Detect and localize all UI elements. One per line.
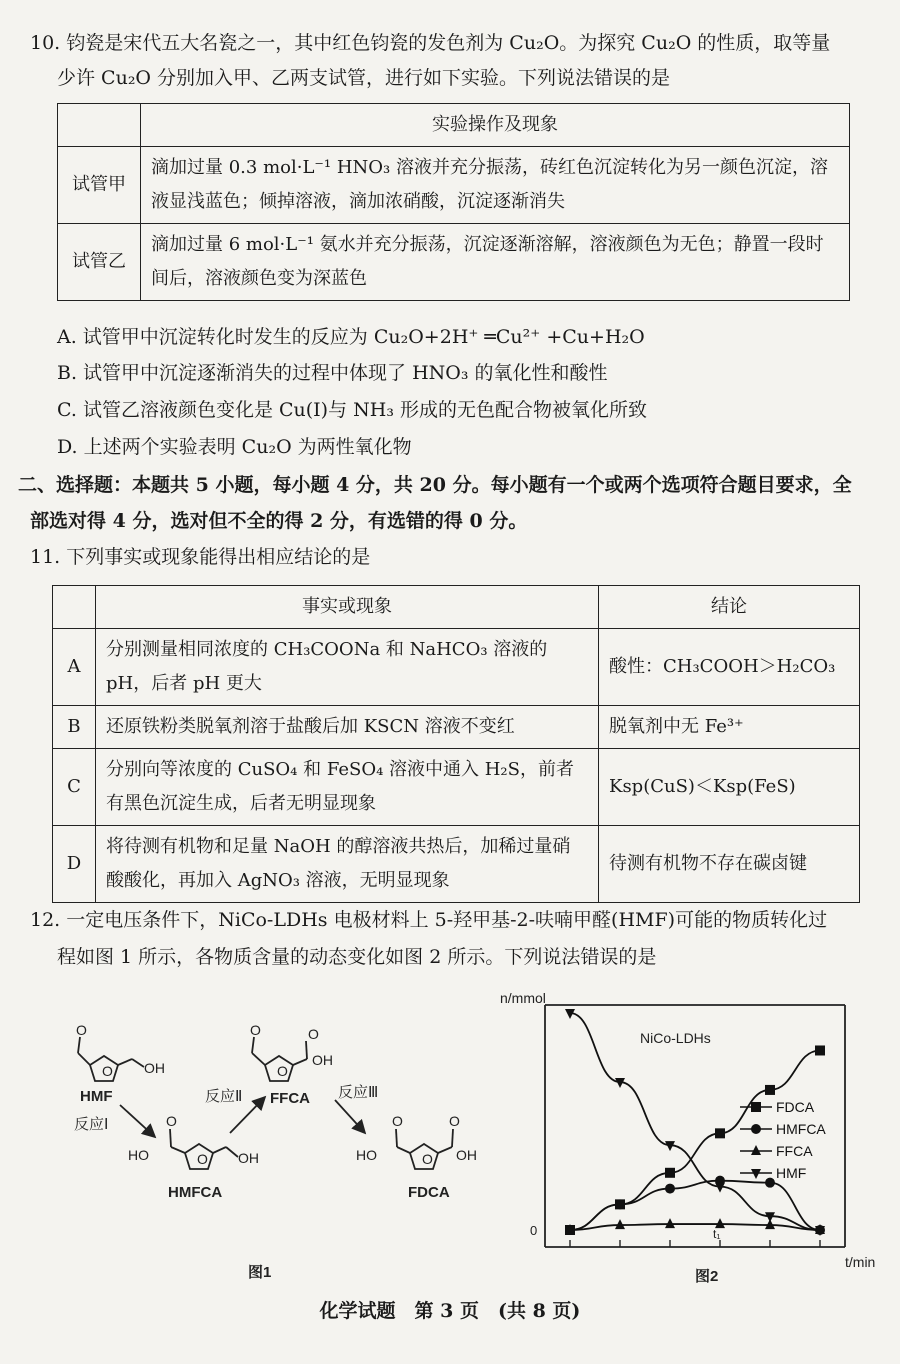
hmfca-ho: HO xyxy=(128,1147,149,1163)
q11-fact: 分别测量相同浓度的 CH₃COONa 和 NaHCO₃ 溶液的 pH，后者 pH 更大 xyxy=(96,629,599,706)
hmfca-label: HMFCA xyxy=(168,1184,223,1201)
fdca-carbonyl-o-left: O xyxy=(392,1113,403,1129)
table-row xyxy=(58,224,850,301)
fdca-series-line xyxy=(570,1050,820,1230)
q11-fact: 分别向等浓度的 CuSO₄ 和 FeSO₄ 溶液中通入 H₂S，前者有黑色沉淀生成，后者无明显现象 xyxy=(96,749,599,826)
q10-table xyxy=(57,103,850,301)
x-axis-label: t/min xyxy=(845,1254,876,1270)
q11-fact: 将待测有机物和足量 NaOH 的醇溶液共热后，加稀过量硝酸酸化，再加入 AgNO₃ 溶液，无明显现象 xyxy=(96,826,599,903)
q10-table-corner xyxy=(58,104,141,147)
legend-hmfca-label: HMFCA xyxy=(776,1121,826,1137)
ffca-ring-o: O xyxy=(277,1063,288,1079)
section2-heading-line1: 二、选择题：本题共 5 小题，每小题 4 分，共 20 分。每小题有一个或两个选项符合题目要求，全 xyxy=(18,474,852,496)
fdca-label: FDCA xyxy=(408,1184,450,1201)
table-row xyxy=(53,629,860,706)
fdca-carbonyl-o-right: O xyxy=(449,1113,460,1129)
hmfca-data-point xyxy=(665,1184,675,1194)
reaction1-arrow xyxy=(120,1105,155,1137)
q10-option-d: D. 上述两个实验表明 Cu₂O 为两性氧化物 xyxy=(57,436,412,458)
q10-option-b: B. 试管甲中沉淀逐渐消失的过程中体现了 HNO₃ 的氧化性和酸性 xyxy=(57,362,608,384)
figure2-caption: 图2 xyxy=(695,1268,719,1285)
hmfca-oh: OH xyxy=(238,1150,259,1166)
legend-fdca-marker xyxy=(751,1102,761,1112)
hmfca-data-point xyxy=(615,1199,625,1209)
hmfca-carbonyl-o: O xyxy=(166,1113,177,1129)
q11-table-corner xyxy=(53,586,96,629)
fdca-data-point xyxy=(665,1168,675,1178)
ffca-data-point xyxy=(615,1219,625,1229)
q11-fact: 还原铁粉类脱氧剂溶于盐酸后加 KSCN 溶液不变红 xyxy=(96,706,599,749)
reaction2-label: 反应Ⅱ xyxy=(205,1088,243,1105)
figure1-caption: 图1 xyxy=(248,1264,272,1281)
reaction1-label: 反应Ⅰ xyxy=(74,1116,109,1133)
hmfca-series-line xyxy=(570,1181,820,1230)
fdca-data-point xyxy=(715,1128,725,1138)
legend-ffca-marker xyxy=(751,1145,761,1155)
fdca-data-point xyxy=(815,1045,825,1055)
q11-conclusion: 脱氧剂中无 Fe³⁺ xyxy=(599,706,860,749)
q10-table-header: 实验操作及现象 xyxy=(141,104,850,147)
q11-col-fact: 事实或现象 xyxy=(96,586,599,629)
q10-option-a: A. 试管甲中沉淀转化时发生的反应为 Cu₂O+2H⁺ ═Cu²⁺ +Cu+H₂O xyxy=(57,326,645,348)
ffca-series-line xyxy=(570,1224,820,1230)
reaction3-arrow xyxy=(335,1100,365,1133)
y-tick-zero: 0 xyxy=(530,1223,538,1238)
legend-hmfca-marker xyxy=(751,1124,761,1134)
x-tick-t1: t₁ xyxy=(713,1227,721,1241)
hmfca-ring-o: O xyxy=(197,1151,208,1167)
q10-option-c: C. 试管乙溶液颜色变化是 Cu(Ⅰ)与 NH₃ 形成的无色配合物被氧化所致 xyxy=(57,399,647,421)
table-row xyxy=(53,749,860,826)
q11-col-conclusion: 结论 xyxy=(599,586,860,629)
chart-annotation: NiCo-LDHs xyxy=(640,1030,711,1046)
section2-heading-line2: 部选对得 4 分，选对但不全的得 2 分，有选错的得 0 分。 xyxy=(30,510,528,532)
figure2-chart xyxy=(500,985,890,1290)
hmf-oh: OH xyxy=(144,1060,165,1076)
q11-conclusion: 待测有机物不存在碳卤键 xyxy=(599,826,860,903)
page-footer: 化学试题 第 3 页 (共 8 页) xyxy=(319,1300,581,1322)
legend-fdca-label: FDCA xyxy=(776,1099,815,1115)
q12-stem-line2: 程如图 1 所示，各物质含量的动态变化如图 2 所示。下列说法错误的是 xyxy=(57,946,657,968)
legend-ffca-label: FFCA xyxy=(776,1143,813,1159)
fdca-oh: OH xyxy=(456,1147,477,1163)
fdca-data-point xyxy=(765,1085,775,1095)
q11-stem: 11. 下列事实或现象能得出相应结论的是 xyxy=(30,546,371,568)
q10-row-text: 滴加过量 6 mol·L⁻¹ 氨水并充分振荡，沉淀逐渐溶解，溶液颜色为无色；静置一段时间后，溶液颜色变为深蓝色 xyxy=(141,224,850,301)
q11-option-letter: D xyxy=(53,826,96,903)
legend-hmf-label: HMF xyxy=(776,1165,807,1181)
ffca-acid-o: O xyxy=(308,1026,319,1042)
q11-option-letter: A xyxy=(53,629,96,706)
q10-stem-line1: 10. 钧瓷是宋代五大名瓷之一，其中红色钧瓷的发色剂为 Cu₂O。为探究 Cu₂O 的性质，取等量 xyxy=(30,32,831,54)
q11-option-letter: C xyxy=(53,749,96,826)
q12-stem-line1: 12. 一定电压条件下，NiCo-LDHs 电极材料上 5-羟甲基-2-呋喃甲醛(HMF)可能的物质转化过 xyxy=(30,909,828,931)
hmf-carbonyl-o: O xyxy=(76,1025,87,1038)
ffca-oh: OH xyxy=(312,1052,333,1068)
ffca-carbonyl-o: O xyxy=(250,1025,261,1038)
q10-row-label: 试管甲 xyxy=(58,147,141,224)
q10-row-label: 试管乙 xyxy=(58,224,141,301)
legend-hmf-marker xyxy=(751,1169,761,1179)
q10-row-text: 滴加过量 0.3 mol·L⁻¹ HNO₃ 溶液并充分振荡，砖红色沉淀转化为另一颜色沉淀，溶液显浅蓝色；倾掉溶液，滴加浓硝酸，沉淀逐渐消失 xyxy=(141,147,850,224)
q11-table xyxy=(52,585,860,903)
hmf-ring-o: O xyxy=(102,1063,113,1079)
table-row xyxy=(53,826,860,903)
hmfca-data-point xyxy=(765,1178,775,1188)
table-row xyxy=(58,147,850,224)
reaction3-label: 反应Ⅲ xyxy=(338,1084,379,1101)
table-row xyxy=(53,706,860,749)
q10-stem-line2: 少许 Cu₂O 分别加入甲、乙两支试管，进行如下实验。下列说法错误的是 xyxy=(57,67,671,89)
q11-conclusion: 酸性：CH₃COOH＞H₂CO₃ xyxy=(599,629,860,706)
fdca-ho: HO xyxy=(356,1147,377,1163)
ffca-label: FFCA xyxy=(270,1090,310,1107)
hmf-label: HMF xyxy=(80,1088,113,1105)
q11-option-letter: B xyxy=(53,706,96,749)
q11-conclusion: Ksp(CuS)＜Ksp(FeS) xyxy=(599,749,860,826)
fdca-ring-o: O xyxy=(422,1151,433,1167)
y-axis-label: n/mmol xyxy=(500,990,546,1006)
ffca-data-point xyxy=(665,1218,675,1228)
figure1-reaction-scheme xyxy=(40,1025,540,1285)
